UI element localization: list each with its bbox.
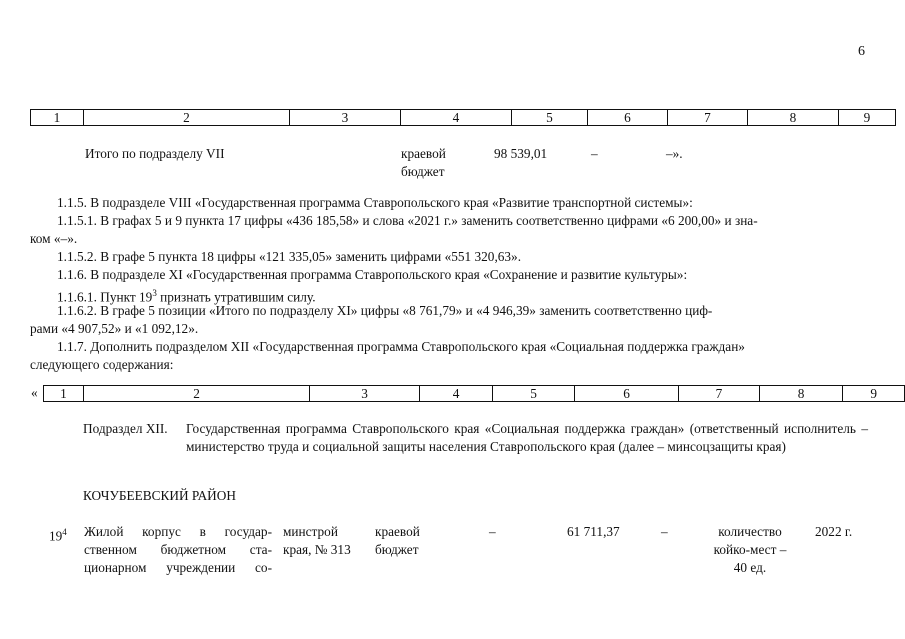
row19-name-line3: ционарном учреждении со- [84, 560, 272, 575]
para-1-1-6: 1.1.6. В подразделе XI «Государственная программа Ставропольского края «Сохранение и развитие культуры»: [57, 267, 688, 282]
row19-budget [375, 523, 420, 559]
row19-name-line2: ственном бюджетном ста- [84, 542, 272, 557]
row19-col7: – [661, 524, 668, 539]
para-1-1-7 [30, 338, 868, 356]
row19-amount: 61 711,37 [567, 524, 620, 539]
row19-capacity-line1: количество [718, 524, 782, 539]
row19-budget-line2: бюджет [375, 542, 419, 557]
row19-basis [283, 523, 351, 559]
row19-name-line1: Жилой корпус в государ- [84, 524, 272, 539]
table1-col-7: 7 [668, 110, 748, 126]
row19-year: 2022 г. [815, 524, 853, 539]
total-budget-line1: краевой [401, 146, 446, 161]
row19-number-main: 19 [49, 528, 63, 544]
total-closing: –». [666, 146, 683, 161]
para-1-1-5-1-cont: ком «–». [30, 231, 78, 246]
para-1-1-5-1 [30, 212, 868, 230]
row19-name [84, 523, 272, 577]
table2-col-6: 6 [574, 386, 678, 402]
table2-col-4: 4 [419, 386, 493, 402]
row19-basis-line1: минстрой [283, 524, 338, 539]
total-budget [401, 145, 446, 181]
total-label: Итого по подразделу VII [85, 146, 225, 161]
table1-col-5: 5 [512, 110, 588, 126]
table1-col-6: 6 [588, 110, 668, 126]
row19-capacity [700, 523, 800, 577]
table2-col-7: 7 [679, 386, 760, 402]
table1-col-9: 9 [839, 110, 896, 126]
table2-col-3: 3 [310, 386, 419, 402]
para-1-1-5: 1.1.5. В подразделе VIII «Государственная программа Ставропольского края «Развитие транспортной системы»: [57, 195, 693, 210]
table1-col-8: 8 [748, 110, 839, 126]
table1-col-4: 4 [401, 110, 512, 126]
subsection-label: Подраздел XII. [83, 421, 168, 436]
table1-col-1: 1 [31, 110, 84, 126]
table2-col-9: 9 [843, 386, 905, 402]
district-heading: КОЧУБЕЕВСКИЙ РАЙОН [83, 488, 236, 503]
table1-col-2: 2 [84, 110, 290, 126]
row19-number-sup: 4 [62, 527, 67, 537]
table1-header [30, 109, 896, 126]
table2-col-1: 1 [44, 386, 84, 402]
row19-capacity-line2: койко-мест – [713, 542, 787, 557]
subsection-heading [83, 420, 868, 455]
table2-col-8: 8 [759, 386, 843, 402]
para-1-1-6-1-text: признать утратившим силу. [160, 289, 316, 305]
para-1-1-7-cont: следующего содержания: [30, 357, 174, 372]
row19-col5: – [489, 524, 496, 539]
table2-col-2: 2 [83, 386, 310, 402]
table2-col-5: 5 [493, 386, 575, 402]
row19-number [49, 523, 67, 545]
row19-capacity-line3: 40 ед. [733, 560, 767, 575]
para-1-1-5-2: 1.1.5.2. В графе 5 пункта 18 цифры «121 335,05» заменить цифрами «551 320,63». [57, 249, 522, 264]
para-1-1-6-2 [30, 302, 868, 320]
table1-col-3: 3 [290, 110, 401, 126]
row19-budget-line1: краевой [375, 524, 420, 539]
table2-header [43, 385, 905, 402]
para-1-1-6-2-cont: рами «4 907,52» и «1 092,12». [30, 321, 199, 336]
para-1-1-7-line1: 1.1.7. Дополнить подразделом XII «Государственная программа Ставропольского края «Социальная поддержка граждан» [57, 339, 745, 354]
total-budget-line2: бюджет [401, 164, 445, 179]
page-number: 6 [858, 44, 865, 59]
subsection-text: Государственная программа Ставропольского края «Социальная поддержка граждан» (ответственный исполнитель – министерство труда и социальной защиты населения Ставропольского края (далее – минсоцзащиты края) [186, 421, 868, 454]
total-dash: – [591, 146, 598, 161]
total-amount: 98 539,01 [494, 146, 548, 161]
para-1-1-6-1-prefix: 1.1.6.1. Пункт 19 [57, 289, 153, 305]
para-1-1-6-2-line1: 1.1.6.2. В графе 5 позиции «Итого по подразделу XI» цифры «8 761,79» и «4 946,39» заменить соответственно циф- [57, 303, 713, 318]
row19-basis-line2: края, № 313 [283, 542, 351, 557]
para-1-1-5-1-line1: 1.1.5.1. В графах 5 и 9 пункта 17 цифры «436 185,58» и слова «2021 г.» заменить соответственно цифрами «6 200,00» и зна- [57, 213, 758, 228]
opening-guillemet: « [31, 385, 38, 400]
para-1-1-6-1-sup: 3 [152, 288, 157, 298]
